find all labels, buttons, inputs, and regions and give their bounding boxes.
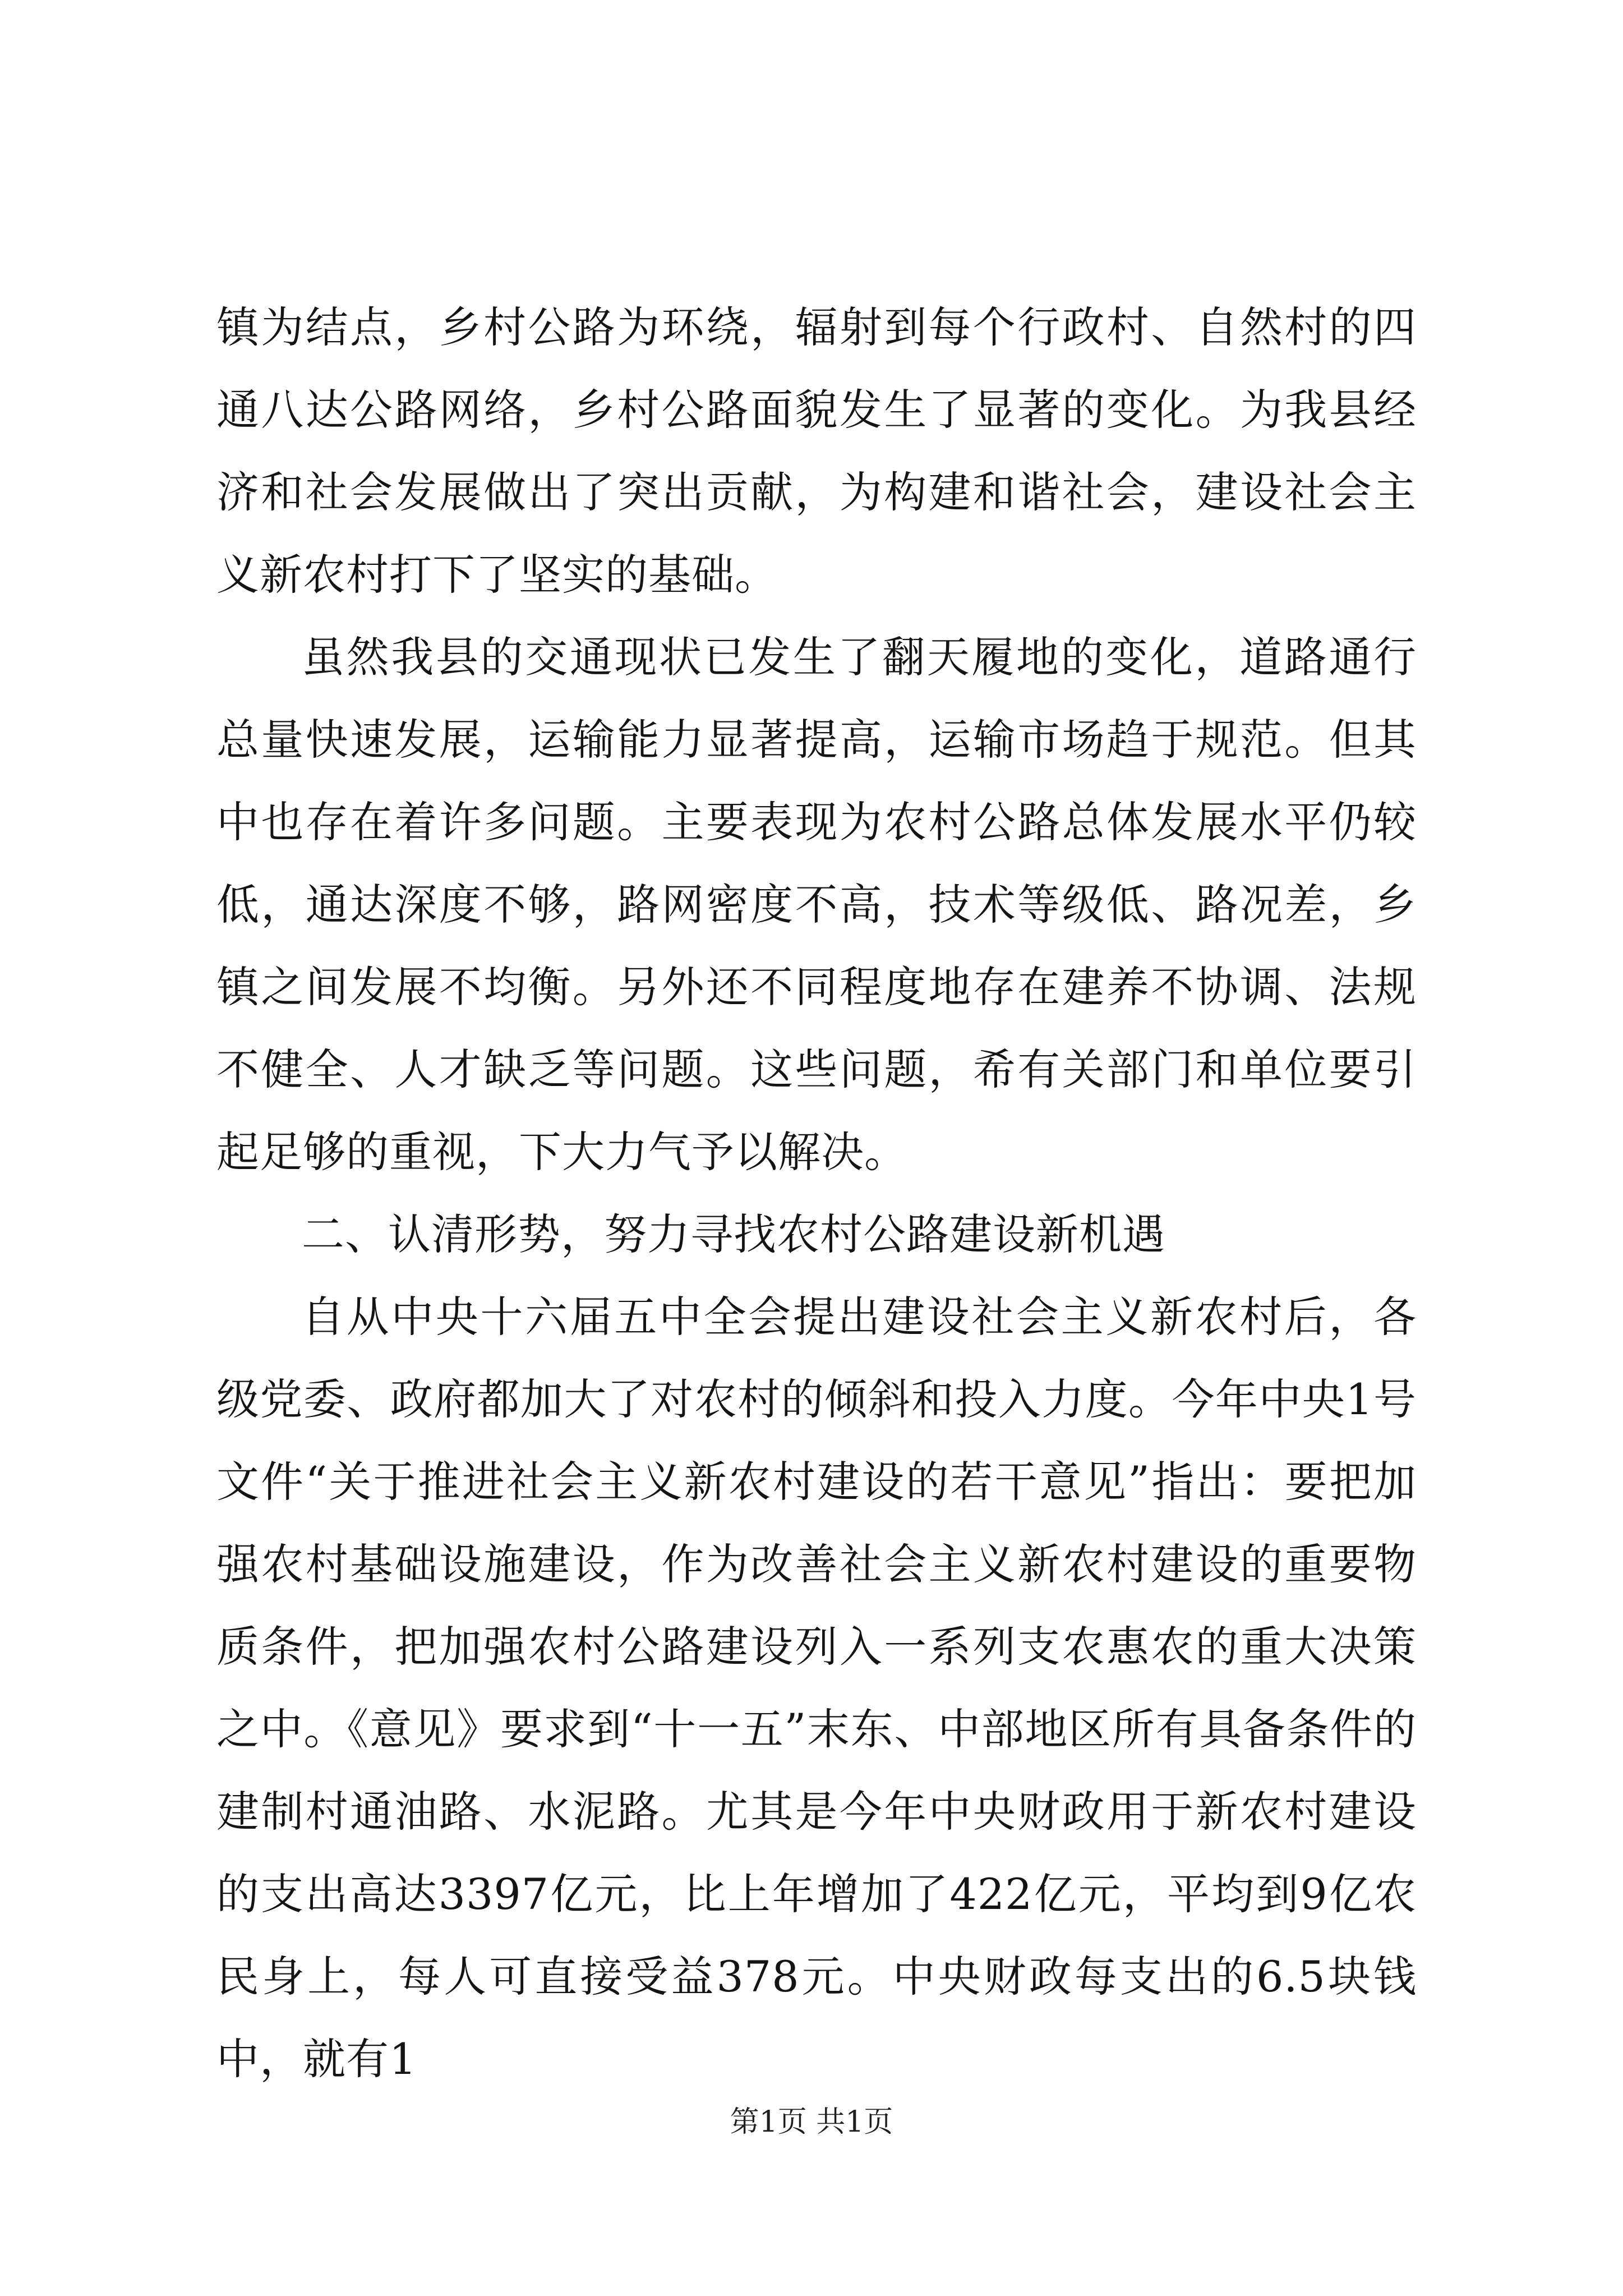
document-body xyxy=(216,286,1417,2100)
section-heading: 二、认清形势，努力寻找农村公路建设新机遇 xyxy=(302,1209,1165,1259)
paragraph-2: 虽然我县的交通现状已发生了翻天履地的变化，道路通行总量快速发展，运输能力显著提高，运输市场趋于规范。但其中也存在着许多问题。主要表现为农村公路总体发展水平仍较低，通达深度不够，路网密度不高，技术等级低、路况差，乡镇之间发展不均衡。另外还不同程度地存在建养不协调、法规不健全、人才缺乏等问题。这些问题，希有关部门和单位要引起足够的重视，下大力气予以解决。 xyxy=(216,632,1417,1177)
paragraph-1: 镇为结点，乡村公路为环绕，辐射到每个行政村、自然村的四通八达公路网络，乡村公路面貌发生了显著的变化。为我县经济和社会发展做出了突出贡献，为构建和谐社会，建设社会主义新农村打下了坚实的基础。 xyxy=(216,302,1417,600)
paragraph-3: 自从中央十六届五中全会提出建设社会主义新农村后，各级党委、政府都加大了对农村的倾斜和投入力度。今年中央1号文件“关于推进社会主义新农村建设的若干意见”指出：要把加强农村基础设施建设，作为改善社会主义新农村建设的重要物质条件，把加强农村公路建设列入一系列支农惠农的重大决策之中。《意见》要求到“十一五”末东、中部地区所有具备条件的建制村通油路、水泥路。尤其是今年中央财政用于新农村建设的支出高达3397亿元，比上年增加了422亿元，平均到9亿农民身上，每人可直接受益378元。中央财政每支出的6.5块钱中，就有1 xyxy=(216,1292,1417,2084)
page-footer: 第1页 共1页 xyxy=(730,2105,893,2139)
